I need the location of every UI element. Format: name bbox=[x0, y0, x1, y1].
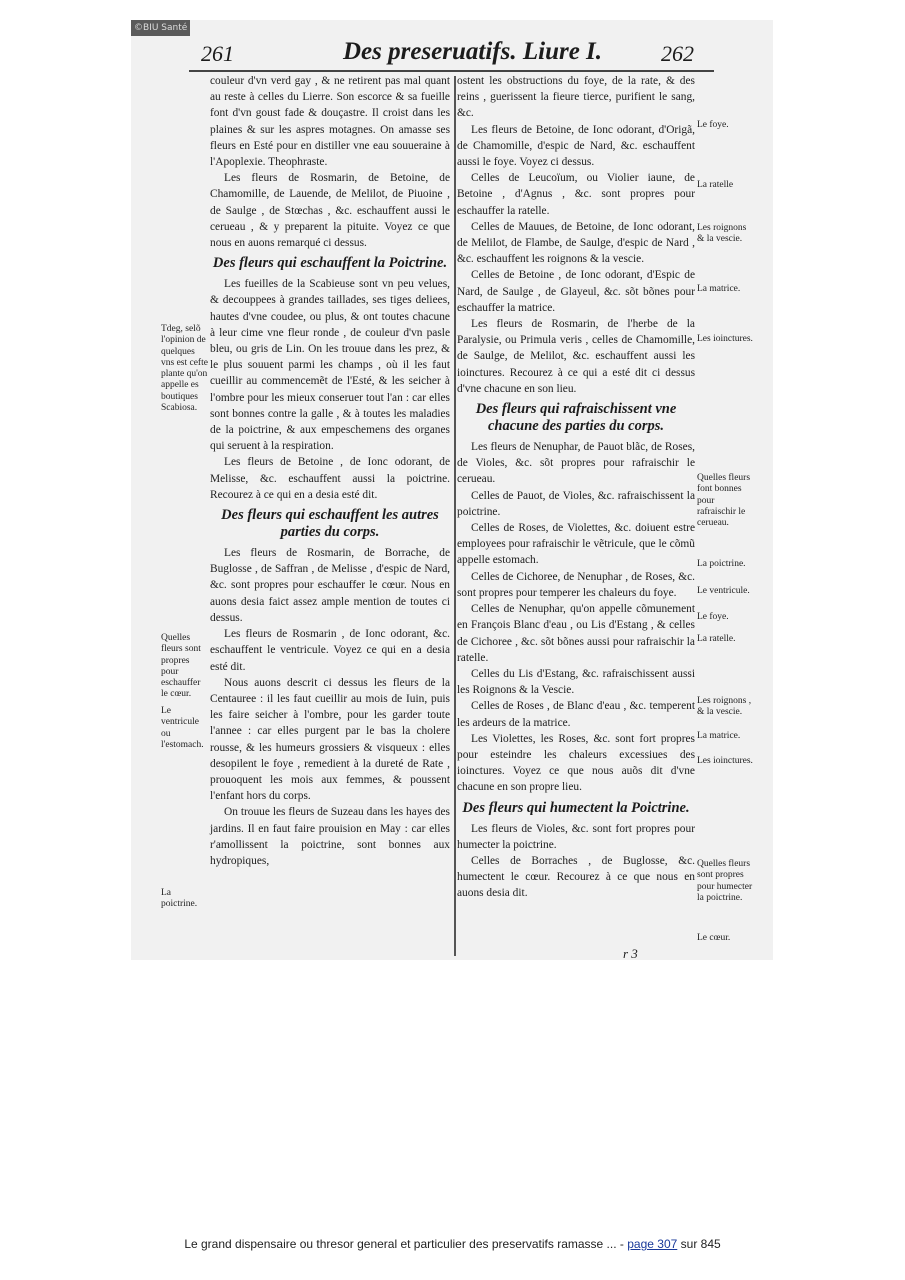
paragraph: On trouue les fleurs de Suzeau dans les hayes des jardins. Il en faut faire prouision en May : car elles r'amollissent la poictrine, sont bonnes aux hydropiques, bbox=[210, 806, 450, 867]
paragraph: couleur d'vn verd gay , & ne retirent pas mal quant au reste à celles du Lierre. Son escorce & sa fueille font d'vn goust fade & douçastre. Il croist dans les plaines & sur les aspres motagnes. On amasse ses fleurs en Esté pour en distiller vne eau souueraine à l'Apoplexie. Theophraste. bbox=[210, 75, 450, 169]
margin-note: La ratelle. bbox=[697, 634, 736, 644]
margin-note: La poictrine. bbox=[161, 888, 198, 910]
right-text-column bbox=[457, 73, 695, 902]
paragraph: Nous auons descrit ci dessus les fleurs de la Centauree : il les faut cueillir au mois de Iuin, puis les faire seicher à l'ombre, pour les garder toute l'annee : car elles purgent par le bas la cholere rousse, & les humeurs grossiers & visqueux : elles desopilent le foye , remedient à la dureté de Rate , prouoquent les mois aux femmes, & poussent l'enfant hors du corps. bbox=[210, 676, 450, 803]
running-title: Des preseruatifs. Liure I. bbox=[343, 38, 603, 65]
library-watermark: ©BIU Santé bbox=[131, 20, 190, 36]
paragraph: Les fleurs de Rosmarin, de Betoine, de Chamomille, de Lauende, de Melilot, de Piuoine , de Saulge , de Stœchas , &c. eschauffent aussi le cerueau , & y preparent la pituite. Voyez ce que nous en auons remarqué ci dessus. bbox=[210, 172, 450, 250]
footer-title: Le grand dispensaire ou thresor general et particulier des preservatifs ramasse ... - bbox=[184, 1237, 624, 1251]
margin-note: Le ventricule. bbox=[697, 586, 750, 596]
scanned-page bbox=[131, 20, 773, 960]
margin-note: Le foye. bbox=[697, 120, 729, 130]
margin-note: La poictrine. bbox=[697, 559, 746, 569]
margin-note: Les ioinctures. bbox=[697, 334, 753, 344]
paragraph: Celles de Borraches , de Buglosse, &c. humectent le cœur. Recourez à ce que nous en auons desia dit. bbox=[457, 854, 695, 900]
paragraph: Les fleurs de Violes, &c. sont fort propres pour humecter la poictrine. bbox=[457, 822, 695, 851]
margin-note: Le ventricule ou l'estomach. bbox=[161, 706, 204, 750]
page-number-right: 262 bbox=[661, 41, 694, 66]
margin-note: La matrice. bbox=[697, 284, 741, 294]
paragraph: Celles de Nenuphar, qu'on appelle cõmunement en François Blanc d'eau , ou Lis d'Estang , & celles de Cichoree , &c. sõt bõnes aussi pour rafraischir la ratelle. bbox=[457, 603, 695, 664]
margin-note: Les ioinctures. bbox=[697, 756, 753, 766]
section-heading: Des fleurs qui eschauffent les autres parties du corps. bbox=[221, 507, 439, 541]
margin-note: Quelles fleurs sont propres pour eschauffer le cœur. bbox=[161, 633, 201, 700]
footer-page-count: sur 845 bbox=[680, 1237, 721, 1251]
paragraph: Les Violettes, les Roses, &c. sont fort propres pour esteindre les chaleurs excessiues des ioinctures. Voyez ce que nous auõs dit d'vne chacune en son propre lieu. bbox=[457, 732, 695, 794]
paragraph: Celles de Cichoree, de Nenuphar , de Roses, &c. sont propres pour temperer les chaleurs du foye. bbox=[457, 570, 695, 599]
paragraph: Celles de Betoine , de Ionc odorant, d'Espic de Nard, de Saulge , de Glayeul, &c. sõt bõnes pour eschauffer la matrice. bbox=[457, 269, 695, 314]
paragraph: Les fleurs de Rosmarin, de l'herbe de la Paralysie, ou Primula veris , celles de Chamomille, de Saulge, de Melilot, &c. eschauffent aussi les ioinctures. Recourez à ce qui a esté dit ci dessus d'vne chacune en son lieu. bbox=[457, 318, 695, 395]
margin-note: Tdeg, selõ l'opinion de quelques vns est cefte plante qu'on appelle es boutiques Scabiosa. bbox=[161, 324, 208, 414]
paragraph: Celles du Lis d'Estang, &c. rafraischissent aussi les Roignons & la Vescie. bbox=[457, 667, 695, 697]
section-heading: Des fleurs qui eschauffent la Poictrine. bbox=[212, 255, 448, 272]
page-number-left: 261 bbox=[201, 41, 234, 66]
header-rule bbox=[189, 70, 714, 72]
margin-note: La matrice. bbox=[697, 731, 741, 741]
margin-note: Quelles fleurs sont propres pour humecter la poictrine. bbox=[697, 859, 753, 903]
margin-note: Le foye. bbox=[697, 612, 729, 622]
margin-note: Quelles fleurs font bonnes pour rafraischir le cerueau. bbox=[697, 473, 751, 529]
paragraph: ostent les obstructions du foye, de la rate, & des reins , guerissent la fieure tierce, purifient le sang, &c. bbox=[457, 75, 695, 120]
margin-note: Le cœur. bbox=[697, 933, 731, 943]
paragraph: Celles de Pauot, de Violes, &c. rafraischissent la poictrine. bbox=[457, 489, 695, 518]
paragraph: Celles de Roses , de Blanc d'eau , &c. temperent les ardeurs de la matrice. bbox=[457, 700, 695, 729]
column-divider bbox=[454, 76, 456, 956]
margin-note: Les roignons , & la vescie. bbox=[697, 696, 752, 718]
paragraph: Celles de Roses, de Violettes, &c. doiuent estre employees pour rafraischir le vẽtricule, que le cõmũ appelle estomach. bbox=[457, 522, 695, 567]
section-heading: Des fleurs qui humectent la Poictrine. bbox=[462, 799, 690, 816]
document-footer bbox=[0, 1237, 905, 1251]
paragraph: Les fleurs de Betoine, de Ionc odorant, d'Origã, de Chamomille, d'espic de Nard, &c. eschauffent aussi le foye. Voyez ci dessus. bbox=[457, 123, 695, 169]
paragraph: Les fleurs de Nenuphar, de Pauot blãc, de Roses, de Violes, &c. sõt propres pour rafraischir le cerueau. bbox=[457, 441, 695, 486]
left-text-column bbox=[210, 73, 450, 869]
paragraph: Les fueilles de la Scabieuse sont vn peu velues, & decouppees à grandes taillades, ses tiges deliees, hautes d'vne coudee, ou plus, & ont toutes chacune à leur cime vne fleur ronde , de couleur d'vn pasle bleu, ou gris de Lin. On les trouue dans les prez, & le plus souuent parmi les champs , où il les faut cueillir au commencemẽt de l'Esté, & les seicher à l'ombre pour les mieux conseruer tout l'an : car elles sont bonnes contre la galle , & à toutes les maladies de la poictrine, & aux empeschemens des organes qui seruent à la respiration. bbox=[210, 278, 450, 453]
section-heading: Des fleurs qui rafraischissent vne chacune des parties du corps. bbox=[475, 401, 677, 435]
paragraph: Les fleurs de Rosmarin , de Ionc odorant, &c. eschauffent le ventricule. Voyez ce qui en a desia esté dit. bbox=[210, 628, 450, 673]
margin-note: Les roignons & la vescie. bbox=[697, 223, 747, 245]
margin-note: La ratelle bbox=[697, 180, 734, 190]
paragraph: Les fleurs de Betoine , de Ionc odorant, de Melisse, &c. eschauffent aussi la poictrine. Recourez à ce qui en a desia esté dit. bbox=[210, 456, 450, 501]
paragraph: Celles de Leucoïum, ou Violier iaune, de Betoine , d'Agnus , &c. sont propres pour eschauffer la ratelle. bbox=[457, 172, 695, 217]
paragraph: Les fleurs de Rosmarin, de Borrache, de Buglosse , de Saffran , de Melisse , d'espic de Nard, &c. sont propres pour eschauffer le cœur. Nous en auons desia faict assez ample mention de toutes ci dessus. bbox=[210, 547, 450, 624]
signature-mark: r 3 bbox=[623, 946, 638, 960]
paragraph: Celles de Mauues, de Betoine, de Ionc odorant, de Melilot, de Flambe, de Saulge, d'espic de Nard , &c. eschauffent les roignons & la vescie. bbox=[457, 220, 695, 266]
page-link[interactable]: page 307 bbox=[627, 1237, 678, 1251]
